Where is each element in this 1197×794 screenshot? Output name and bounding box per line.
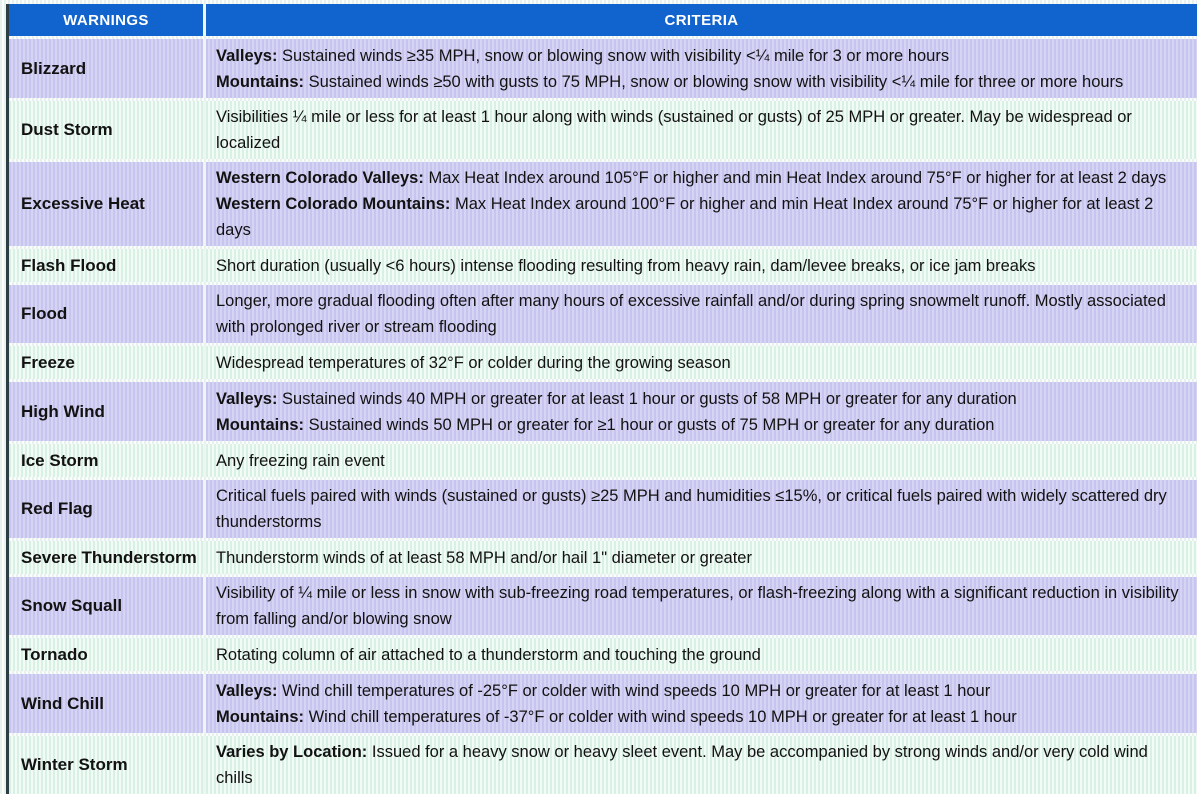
criteria-line: Western Colorado Mountains: Max Heat Index around 100°F or higher and min Heat Index around 75°F or higher for at least 2 days — [216, 195, 1154, 239]
table-row — [9, 39, 1197, 98]
warning-name: Flash Flood — [9, 249, 203, 282]
criteria-line: Thunderstorm winds of at least 58 MPH and/or hail 1" diameter or greater — [216, 548, 752, 567]
criteria-line: Valleys: Sustained winds 40 MPH or greater for at least 1 hour or gusts of 58 MPH or greater for any duration — [216, 389, 1017, 408]
table-row — [9, 736, 1197, 794]
criteria-lead: Varies by Location: — [216, 743, 368, 761]
criteria-cell — [203, 162, 1197, 246]
table-row — [9, 674, 1197, 733]
warning-name: Ice Storm — [9, 444, 203, 477]
criteria-lead: Western Colorado Mountains: — [216, 195, 451, 213]
warning-name: Tornado — [9, 638, 203, 671]
table-row — [9, 285, 1197, 343]
criteria-cell — [203, 638, 1197, 671]
criteria-lead: Valleys: — [216, 46, 278, 65]
table-row — [9, 382, 1197, 441]
criteria-cell — [203, 736, 1197, 794]
criteria-line: Visibility of ¼ mile or less in snow with sub-freezing road temperatures, or flash-freezing along with a significant reduction in visibility from falling and/or blowing snow — [216, 584, 1179, 628]
criteria-line: Any freezing rain event — [216, 451, 385, 470]
criteria-line: Varies by Location: Issued for a heavy snow or heavy sleet event. May be accompanied by strong winds and/or very cold wind chills — [216, 743, 1148, 787]
criteria-line: Mountains: Sustained winds ≥50 with gusts to 75 MPH, snow or blowing snow with visibility <¼ mile for three or more hours — [216, 72, 1124, 91]
criteria-line: Mountains: Sustained winds 50 MPH or greater for ≥1 hour or gusts of 75 MPH or greater for any duration — [216, 415, 995, 434]
criteria-lead: Western Colorado Valleys: — [216, 169, 424, 187]
criteria-line: Visibilities ¼ mile or less for at least 1 hour along with winds (sustained or gusts) of 25 MPH or greater. May be widespread or localized — [216, 108, 1132, 152]
criteria-cell — [203, 101, 1197, 159]
warning-name: Severe Thunderstorm — [9, 541, 203, 574]
criteria-line: Valleys: Sustained winds ≥35 MPH, snow or blowing snow with visibility <¼ mile for 3 or more hours — [216, 46, 950, 65]
warning-name: Dust Storm — [9, 101, 203, 159]
warning-name: Freeze — [9, 346, 203, 379]
warning-name: Flood — [9, 285, 203, 343]
warning-name: Snow Squall — [9, 577, 203, 635]
criteria-cell — [203, 444, 1197, 477]
criteria-cell — [203, 249, 1197, 282]
criteria-lead: Valleys: — [216, 681, 278, 700]
warnings-criteria-table — [6, 4, 1197, 794]
warning-name: Red Flag — [9, 480, 203, 538]
table-row — [9, 541, 1197, 574]
warning-name: Blizzard — [9, 39, 203, 98]
column-header-criteria: CRITERIA — [203, 4, 1197, 36]
criteria-line: Western Colorado Valleys: Max Heat Index around 105°F or higher and min Heat Index around 75°F or higher for at least 2 days — [216, 169, 1167, 187]
criteria-line: Widespread temperatures of 32°F or colder during the growing season — [216, 353, 731, 372]
criteria-line: Rotating column of air attached to a thunderstorm and touching the ground — [216, 645, 761, 664]
criteria-cell — [203, 382, 1197, 441]
criteria-line: Short duration (usually <6 hours) intense flooding resulting from heavy rain, dam/levee breaks, or ice jam breaks — [216, 256, 1036, 275]
criteria-cell — [203, 674, 1197, 733]
column-header-warnings: WARNINGS — [63, 11, 149, 29]
criteria-line: Mountains: Wind chill temperatures of -37°F or colder with wind speeds 10 MPH or greater for at least 1 hour — [216, 707, 1017, 726]
criteria-cell — [203, 285, 1197, 343]
criteria-lead: Mountains: — [216, 707, 304, 726]
criteria-lead: Valleys: — [216, 389, 278, 408]
criteria-line: Valleys: Wind chill temperatures of -25°F or colder with wind speeds 10 MPH or greater for at least 1 hour — [216, 681, 991, 700]
table-row — [9, 346, 1197, 379]
criteria-line: Longer, more gradual flooding often after many hours of excessive rainfall and/or during spring snowmelt runoff. Mostly associated with prolonged river or stream flooding — [216, 292, 1166, 336]
warning-name: High Wind — [9, 382, 203, 441]
criteria-cell — [203, 577, 1197, 635]
criteria-lead: Mountains: — [216, 415, 304, 434]
table-row — [9, 101, 1197, 159]
criteria-cell — [203, 480, 1197, 538]
table-row — [9, 249, 1197, 282]
warning-name: Excessive Heat — [9, 162, 203, 246]
criteria-cell — [203, 346, 1197, 379]
table-row — [9, 162, 1197, 246]
table-body — [9, 39, 1197, 794]
warning-name: Winter Storm — [9, 736, 203, 794]
criteria-cell — [203, 541, 1197, 574]
table-row — [9, 577, 1197, 635]
table-row — [9, 480, 1197, 538]
criteria-line: Critical fuels paired with winds (sustained or gusts) ≥25 MPH and humidities ≤15%, or critical fuels paired with widely scattered dry thunderstorms — [216, 487, 1167, 531]
criteria-lead: Mountains: — [216, 72, 304, 91]
table-header-row — [9, 4, 1197, 36]
criteria-cell — [203, 39, 1197, 98]
table-row — [9, 638, 1197, 671]
warning-name: Wind Chill — [9, 674, 203, 733]
table-row — [9, 444, 1197, 477]
